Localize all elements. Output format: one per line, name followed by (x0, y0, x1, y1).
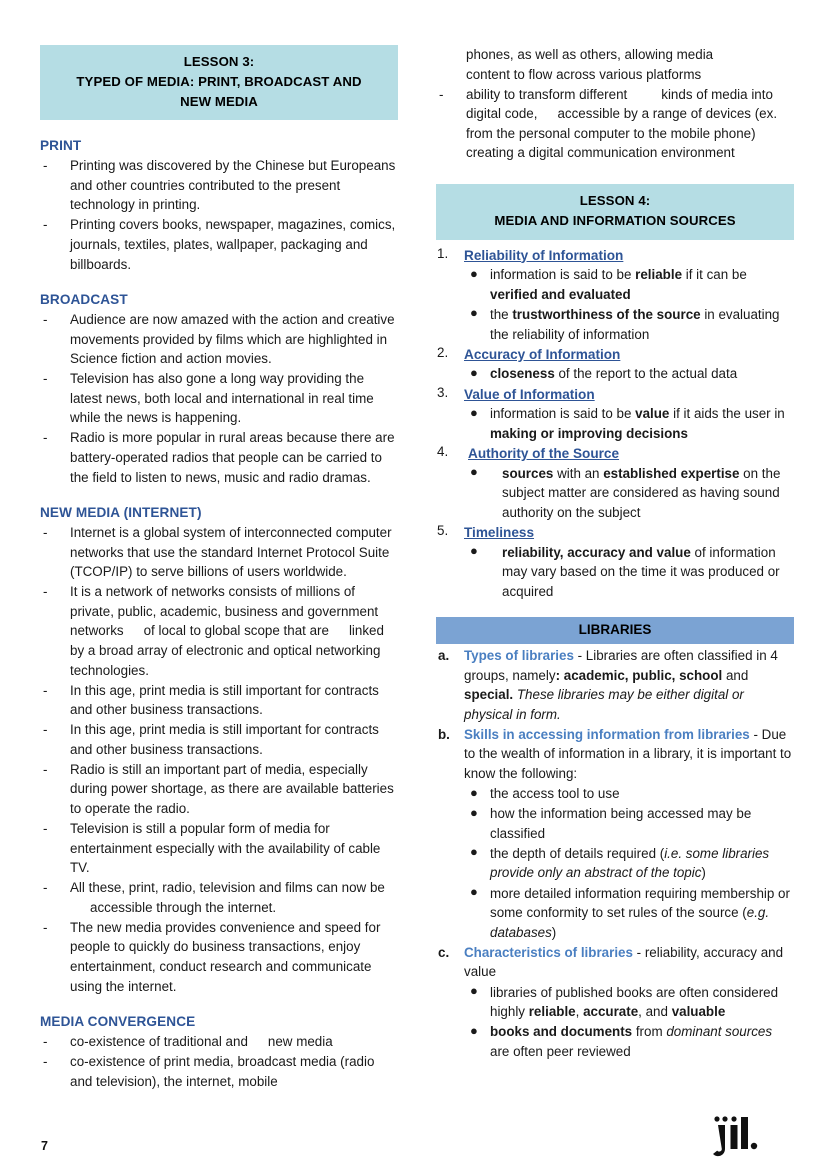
item-title: Reliability of Information (464, 247, 624, 263)
list-item (436, 85, 794, 163)
bullet-icon: ● (470, 404, 478, 420)
bullets (464, 464, 794, 523)
item-body: - Libraries are often classified in 4 groups, namely: academic, public, school and special. These libraries may be either digital or physical in form. (464, 648, 778, 722)
list-item (40, 760, 398, 819)
item-number: 5. (437, 523, 449, 538)
dash-icon: - (43, 217, 48, 233)
bullets (464, 543, 794, 602)
dash-icon: - (43, 584, 48, 600)
carryover-line1: phones, as well as others, allowing media (466, 47, 714, 62)
list-item-text: Television has also gone a long way providing the latest news, both local and international in real time while the news is happening. (70, 371, 374, 426)
bullet-icon: ● (470, 804, 478, 820)
list-item-text: co-existence of print media, broadcast media (radio and television), the internet, mobile (70, 1054, 375, 1089)
list-item (40, 1052, 398, 1091)
list-item (464, 844, 794, 883)
lesson3-banner (40, 45, 398, 120)
bullet-icon: ● (470, 784, 478, 800)
list-item (40, 918, 398, 996)
dash-icon: - (43, 821, 48, 837)
item-title: Accuracy of Information (464, 346, 621, 362)
item-number: 2. (437, 344, 449, 360)
continuation-list (436, 45, 794, 163)
bullets (464, 404, 794, 443)
list-item-text: information is said to be value if it aids the user in making or improving decisions (490, 406, 785, 441)
library-item-skills (436, 725, 794, 943)
libraries-list (436, 646, 794, 1061)
list-item (464, 884, 794, 943)
lesson3-banner-line2: TYPED OF MEDIA: PRINT, BROADCAST AND (76, 74, 362, 90)
spacer (436, 602, 794, 617)
list-item-text: It is a network of networks consists of millions of private, public, academic, business and government networks of local to global scope that are linked by a broad array of electronic and optical networking technologies. (70, 584, 384, 678)
bullet-icon: ● (470, 364, 478, 380)
dash-icon: - (43, 525, 48, 541)
item-title: Skills in accessing information from libraries (464, 726, 750, 742)
list-item-text: books and documents from dominant sources are often peer reviewed (490, 1024, 773, 1060)
list-item (464, 265, 794, 304)
list-item (40, 1032, 398, 1052)
section-heading-print: PRINT (40, 138, 82, 154)
numbered-item-value (436, 385, 794, 444)
list-item (40, 215, 398, 274)
bullet-icon: ● (470, 983, 478, 999)
item-body: - Due to the wealth of information in a library, it is important to know the following: (464, 726, 792, 781)
list-item-text: The new media provides convenience and speed for people to quickly do business transactions, enjoy entertainment, conduct research and communicate using the internet. (70, 919, 381, 994)
dash-icon: - (43, 682, 48, 698)
list-item (40, 819, 398, 878)
list-item (464, 404, 794, 443)
item-letter: b. (438, 726, 450, 742)
numbered-item-timeliness (436, 523, 794, 602)
information-sources-list (436, 246, 794, 602)
list-item-text: reliability, accuracy and value of information may vary based on the time it was produced or acquired (502, 544, 780, 599)
page-number: 7 (41, 1139, 48, 1153)
list-item (464, 543, 794, 602)
bullet-icon: ● (470, 543, 478, 559)
dash-icon: - (43, 430, 48, 446)
dash-icon: - (43, 761, 48, 777)
list-item-text: how the information being accessed may be classified (490, 806, 752, 841)
bullet-icon: ● (470, 884, 478, 900)
bullet-icon: ● (470, 844, 478, 860)
list-item (464, 804, 794, 843)
section-heading-broadcast: BROADCAST (40, 292, 128, 308)
list-item-text: more detailed information requiring membership or some conformity to set rules of the source (e.g. databases) (490, 885, 790, 940)
list-item (464, 784, 794, 804)
dash-icon: - (43, 158, 48, 174)
dash-icon: - (43, 371, 48, 387)
list-item-text: the depth of details required (i.e. some libraries provide only an abstract of the topic) (490, 845, 770, 881)
list-item-text: the access tool to use (490, 786, 620, 802)
list-item-text: Internet is a global system of interconnected computer networks that use the standard Internet Protocol Suite (TCOP/IP) to serve billions of users worldwide. (70, 525, 392, 580)
list-item (40, 428, 398, 487)
item-title: Timeliness (464, 525, 535, 540)
lesson3-banner-line3: NEW MEDIA (180, 94, 258, 110)
bullet-icon: ● (470, 1022, 478, 1038)
spacer (436, 163, 794, 184)
libraries-banner: LIBRARIES (436, 617, 794, 644)
item-body: - reliability, accuracy and value (464, 944, 784, 980)
list-item-text: Audience are now amazed with the action and creative movements provided by films which are highlighted in Science fiction and action movies. (70, 312, 395, 367)
bullets (464, 265, 794, 344)
library-item-characteristics (436, 943, 794, 1062)
list-item-text: libraries of published books are often considered highly reliable, accurate, and valuable (490, 984, 779, 1020)
print-list (40, 156, 398, 274)
list-item (40, 156, 398, 215)
list-item (40, 369, 398, 428)
list-item (464, 305, 794, 344)
item-letter: a. (438, 648, 450, 664)
list-item (40, 681, 398, 720)
dash-icon: - (43, 880, 48, 896)
list-item-text: ability to transform different kinds of media into digital code, accessible by a range of devices (ex. from the personal computer to the mobile phone) creating a digital communication environment (466, 86, 778, 161)
lesson3-banner-line1: LESSON 3: (183, 54, 255, 69)
library-item-types (436, 646, 794, 724)
list-item-text: co-existence of traditional and new media (70, 1034, 333, 1050)
list-item (464, 364, 794, 384)
item-title: Types of libraries (464, 648, 574, 664)
list-item-text: Television is still a popular form of media for entertainment especially with the availability of cable TV. (70, 821, 381, 876)
list-item (40, 878, 398, 917)
item-title: Value of Information (464, 386, 595, 402)
item-number: 3. (437, 384, 449, 400)
list-item-text: Printing covers books, newspaper, magazines, comics, journals, textiles, plates, wallpaper, packaging and billboards. (70, 217, 396, 272)
list-item-text: information is said to be reliable if it can be verified and evaluated (490, 267, 747, 302)
list-item-text: All these, print, radio, television and films can now beaccessible through the internet. (70, 880, 385, 915)
list-item-text: the trustworthiness of the source in evaluating the reliability of information (490, 306, 780, 342)
dash-icon: - (43, 1054, 48, 1070)
list-item-text: In this age, print media is still important for contracts and other business transactions. (70, 722, 379, 757)
item-number: 4. (437, 443, 449, 459)
bullets (464, 784, 794, 942)
item-title: Authority of the Source (468, 445, 620, 461)
item-title: Characteristics of libraries (464, 944, 633, 960)
list-item-text: Printing was discovered by the Chinese but Europeans and other countries contributed to the present technology in printing. (70, 158, 396, 213)
dash-icon: - (43, 722, 48, 738)
list-item-carryover (436, 45, 794, 84)
bullets (464, 983, 794, 1062)
list-item (40, 582, 398, 680)
item-letter: c. (438, 944, 450, 960)
list-item (464, 1022, 794, 1061)
list-item-text: sources with an established expertise on the subject matter are considered as having sound authority on the subject (502, 465, 781, 520)
bullet-icon: ● (470, 265, 478, 281)
item-number: 1. (437, 245, 449, 261)
list-item (40, 720, 398, 759)
dash-icon: - (439, 86, 444, 102)
jil-logo (708, 1111, 768, 1159)
lesson4-banner-line1: LESSON 4: (579, 193, 651, 209)
numbered-item-authority (436, 444, 794, 523)
dash-icon: - (43, 919, 48, 935)
right-column (436, 45, 794, 1092)
numbered-item-accuracy (436, 345, 794, 384)
list-item (40, 523, 398, 582)
bullets (464, 364, 794, 384)
lesson4-banner-line2: MEDIA AND INFORMATION SOURCES (494, 213, 736, 229)
list-item-text: In this age, print media is still important for contracts and other business transactions. (70, 682, 379, 718)
broadcast-list (40, 310, 398, 487)
page-footer (0, 1101, 828, 1171)
list-item (40, 310, 398, 369)
carryover-line2: content to flow across various platforms (466, 66, 702, 82)
left-column (40, 45, 398, 1092)
bullet-icon: ● (470, 464, 478, 480)
list-item (464, 464, 794, 523)
section-heading-media-convergence: MEDIA CONVERGENCE (40, 1014, 196, 1030)
new-media-list (40, 523, 398, 996)
lesson4-banner (436, 184, 794, 239)
dash-icon: - (43, 312, 48, 328)
list-item (464, 983, 794, 1022)
dash-icon: - (43, 1034, 48, 1050)
section-heading-new-media: NEW MEDIA (INTERNET) (40, 505, 202, 521)
list-item-text: Radio is more popular in rural areas because there are battery-operated radios that people can be carried to the field to listen to news, music and radio dramas. (70, 430, 395, 485)
list-item-text: closeness of the report to the actual data (490, 366, 738, 382)
bullet-icon: ● (470, 305, 478, 321)
media-convergence-list (40, 1032, 398, 1091)
numbered-item-reliability (436, 246, 794, 345)
list-item-text: Radio is still an important part of media, especially during power shortage, as there are available batteries to operate the radio. (70, 761, 394, 816)
